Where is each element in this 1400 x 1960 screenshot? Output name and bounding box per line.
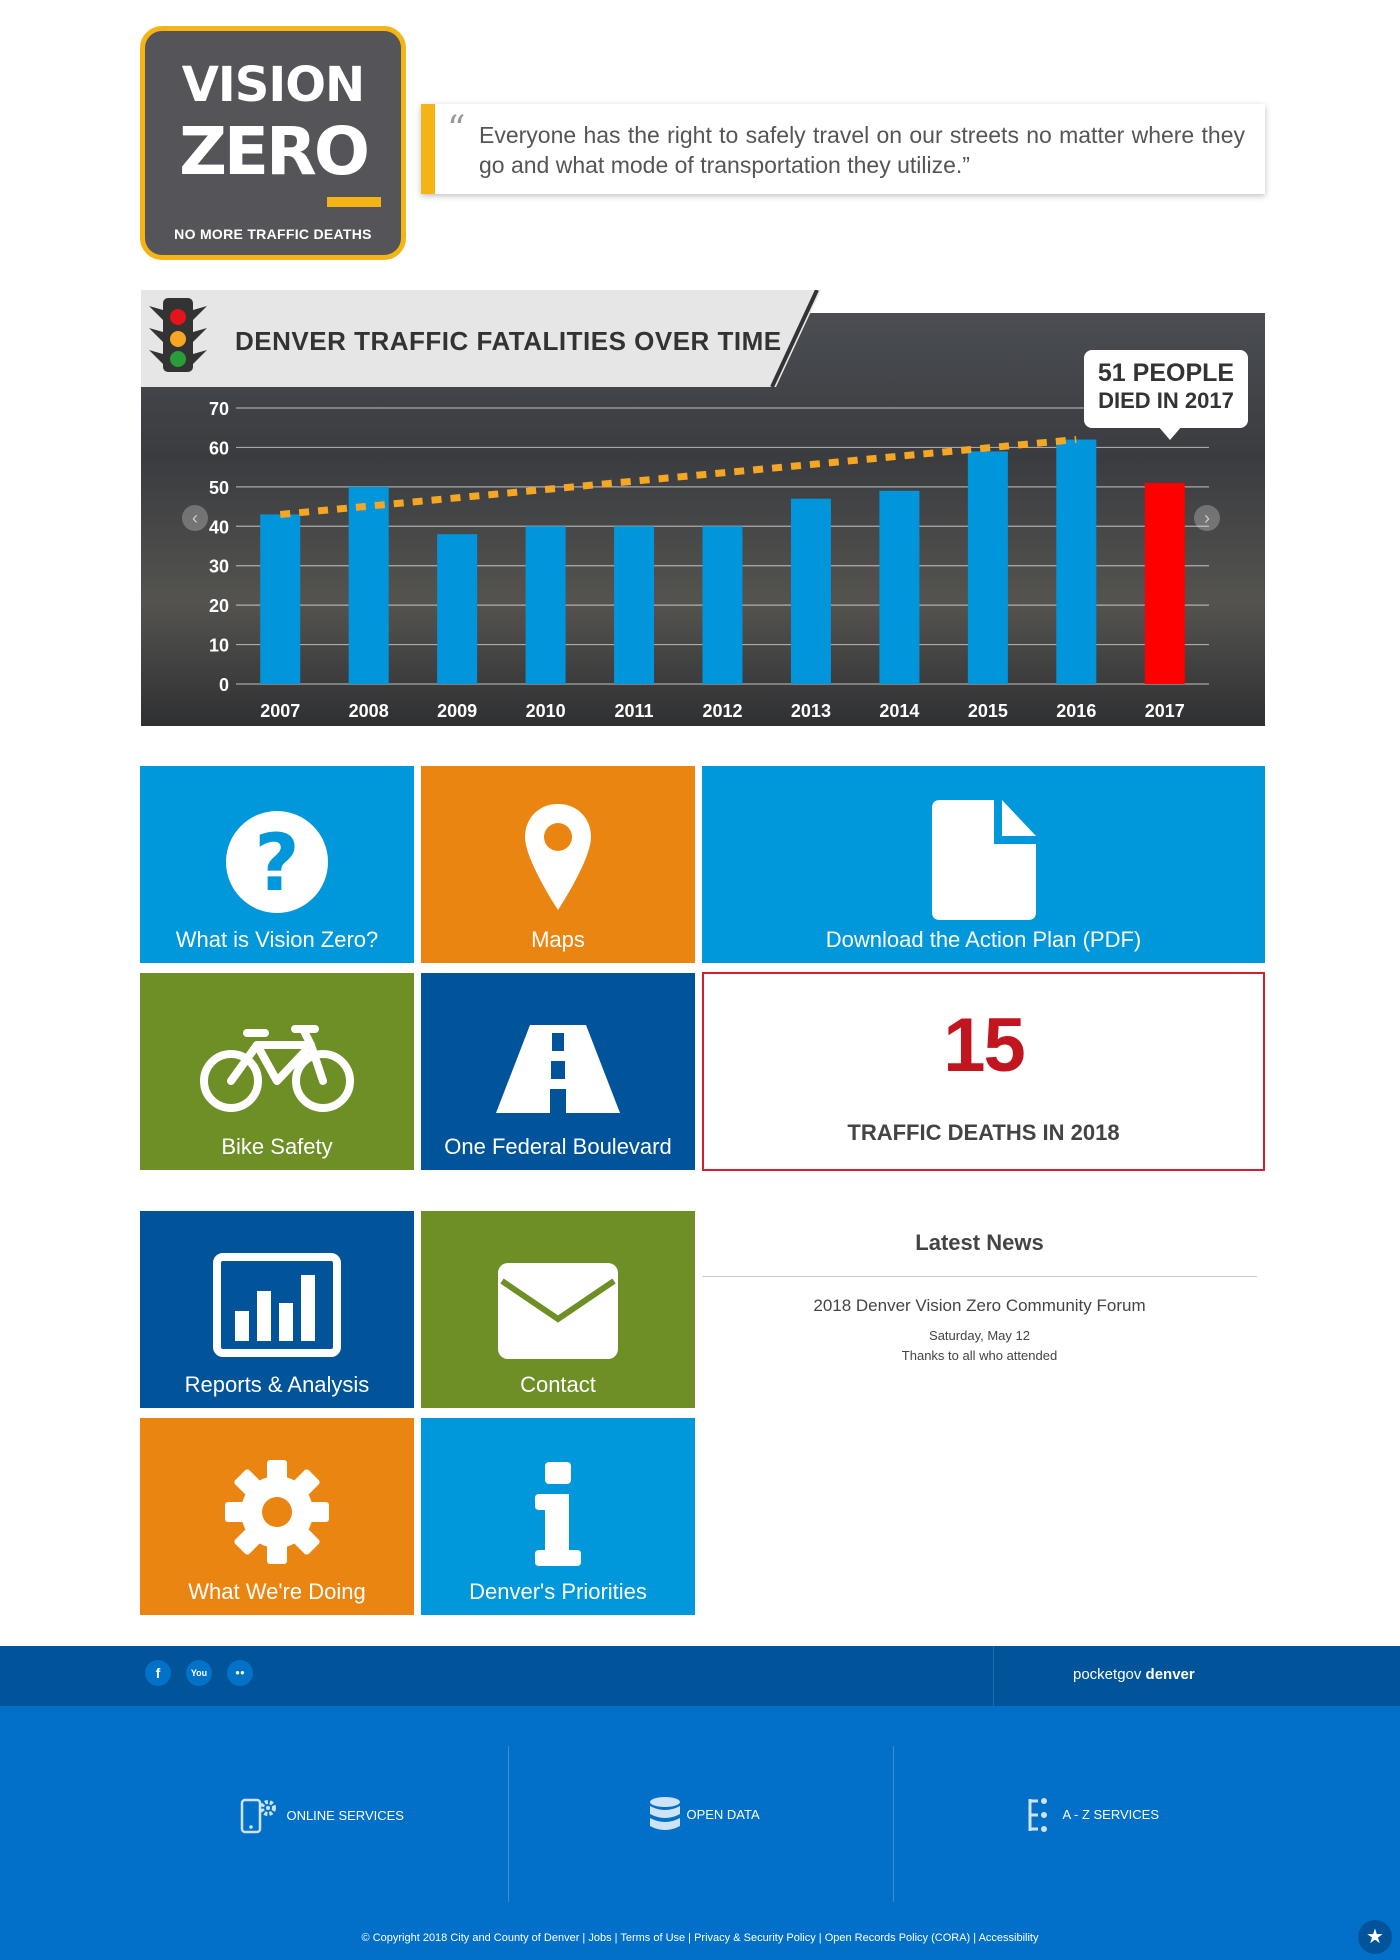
deaths-number: 15 [943,1003,1024,1088]
x-tick-label: 2007 [260,701,301,721]
pocketgov-text: pocketgov [1073,1666,1146,1683]
x-tick-label: 2009 [437,701,478,721]
chart-prev-arrow-icon[interactable]: ‹ [182,505,208,531]
y-tick-label: 40 [208,517,229,538]
mission-quote [421,104,1265,194]
bar-2015 [968,451,1008,684]
logo-tagline: NO MORE TRAFFIC DEATHS [174,226,372,242]
bar-2007 [260,514,300,684]
database-icon [648,1796,682,1834]
star-icon[interactable]: ★ [1358,1920,1392,1954]
az-services-label: A - Z SERVICES [1062,1807,1160,1823]
latest-news-heading: Latest News [915,1230,1044,1255]
x-tick-label: 2008 [348,701,389,721]
trend-line [280,440,1076,515]
x-tick-label: 2015 [967,701,1008,721]
deaths-caption: TRAFFIC DEATHS IN 2018 [847,1120,1120,1145]
tile-bike-safety[interactable] [140,973,414,1170]
tile-one-federal-boulevard[interactable] [421,973,695,1170]
facebook-icon[interactable]: f [145,1660,171,1686]
open-data-link[interactable] [648,1796,760,1834]
az-list-icon [1024,1796,1058,1834]
gear-icon [225,1460,329,1564]
tile-what-is-vision-zero[interactable] [140,766,414,963]
traffic-deaths-counter [702,972,1265,1171]
online-services-icon [240,1796,282,1836]
bar-2012 [703,526,743,684]
y-tick-label: 0 [218,675,229,695]
open-data-label: OPEN DATA [686,1807,760,1823]
logo-zero-text: ZERO [179,113,367,190]
logo-vision-text: VISION [181,57,365,113]
tile-label: Reports & Analysis [184,1372,370,1397]
map-pin-icon [523,802,593,912]
tile-label: Denver's Priorities [469,1579,647,1604]
flickr-icon[interactable]: ●● [227,1660,253,1686]
y-tick-label: 60 [208,438,229,459]
pocketgov-link[interactable] [1073,1666,1195,1683]
bar-chart-plot [141,388,1265,726]
tile-label: Bike Safety [221,1134,333,1159]
envelope-icon [498,1263,618,1359]
x-tick-label: 2011 [614,701,654,721]
x-tick-label: 2010 [525,701,566,721]
quote-mark-icon: “ [447,109,466,150]
x-tick-label: 2016 [1056,701,1097,721]
callout-line1: 51 PEOPLE [1097,359,1235,387]
tile-label: Download the Action Plan (PDF) [825,927,1142,952]
tile-reports-analysis[interactable] [140,1211,414,1408]
y-tick-label: 20 [208,596,229,617]
document-icon [932,800,1036,920]
bar-2017 [1145,483,1185,684]
footer-divider [993,1646,994,1706]
tile-label: What We're Doing [188,1579,366,1604]
road-icon [496,1025,620,1113]
x-tick-label: 2012 [702,701,743,721]
footer-column-divider [893,1746,894,1902]
question-icon [225,810,329,914]
chart-callout [1084,350,1248,428]
logo-underline [327,197,381,207]
tile-label: Maps [531,927,585,952]
pocketgov-denver-text: denver [1145,1666,1195,1683]
callout-line2: DIED IN 2017 [1098,388,1234,413]
bar-2016 [1056,440,1096,684]
tile-maps[interactable] [421,766,695,963]
tile-denvers-priorities[interactable] [421,1418,695,1615]
vision-zero-logo[interactable] [140,26,406,260]
tile-label: Contact [520,1372,596,1397]
copyright-links[interactable]: © Copyright 2018 City and County of Denver | Jobs | Terms of Use | Privacy & Security Policy | Open Records Policy (CORA) | Accessibility [361,1932,1039,1944]
tile-label: What is Vision Zero? [175,927,379,952]
bar-2014 [879,491,919,684]
y-tick-label: 30 [208,556,229,577]
info-icon [535,1462,581,1566]
bar-2013 [791,499,831,684]
y-tick-label: 50 [208,477,229,498]
x-tick-label: 2014 [879,701,920,721]
bar-2008 [349,487,389,684]
bicycle-icon [199,1025,355,1115]
news-item-date: Saturday, May 12 [929,1328,1030,1343]
youtube-icon[interactable]: You [186,1660,212,1686]
tile-label: One Federal Boulevard [444,1134,672,1159]
news-item-subtitle: Thanks to all who attended [901,1348,1058,1363]
bar-2011 [614,526,654,684]
bar-2010 [526,526,566,684]
tile-what-were-doing[interactable] [140,1418,414,1615]
chart-title: DENVER TRAFFIC FATALITIES OVER TIME [235,326,782,356]
chart-next-arrow-icon[interactable]: › [1194,505,1220,531]
y-tick-label: 70 [208,399,229,419]
bar-2009 [437,534,477,684]
y-tick-label: 10 [208,635,229,656]
x-tick-label: 2017 [1144,701,1185,721]
tile-download-action-plan[interactable] [702,766,1265,963]
bar-chart-icon [213,1253,341,1357]
svg-text:?: ? [254,819,300,909]
tile-contact[interactable] [421,1211,695,1408]
news-item-link[interactable]: 2018 Denver Vision Zero Community Forum [813,1296,1146,1315]
quote-text: Everyone has the right to safely travel on our streets no matter where they go and what mode of transportation they utilize.” [479,122,1245,178]
online-services-label: ONLINE SERVICES [286,1808,404,1824]
news-divider [702,1276,1257,1277]
az-services-link[interactable] [1024,1796,1159,1834]
footer-column-divider [508,1746,509,1902]
callout-pointer [1158,426,1182,440]
online-services-link[interactable] [240,1796,404,1836]
x-tick-label: 2013 [790,701,831,721]
